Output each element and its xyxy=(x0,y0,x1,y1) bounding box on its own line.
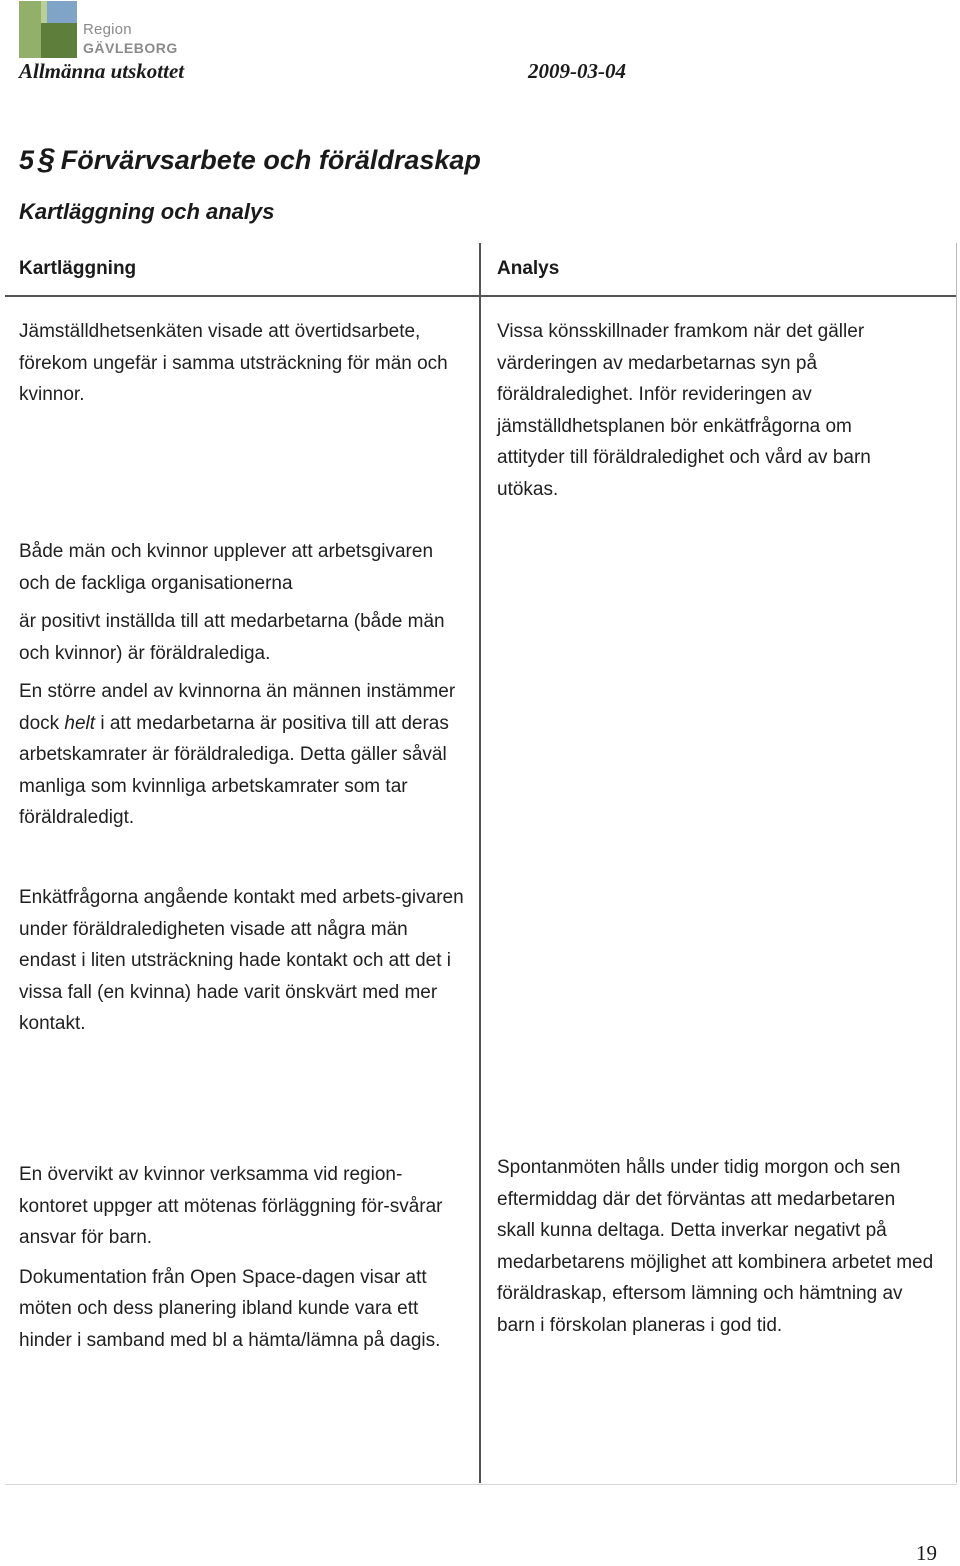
meeting-date: 2009-03-04 xyxy=(528,59,626,83)
region-logo-icon xyxy=(19,1,77,58)
table-bottom-edge xyxy=(5,1484,957,1485)
row4-analysis-text xyxy=(497,1152,937,1341)
row1-analysis-text xyxy=(497,316,917,505)
row4-analysis-paragraph: Spontanmöten hålls under tidig morgon och sen eftermiddag där det förväntas att medarbetaren skall kunna deltaga. Detta inverkar negativt på medarbetarens möjlighet att kombinera arbetet med föräldraskap, eftersom lämning och hämtning av barn i förskolan planeras i god tid. xyxy=(497,1157,934,1336)
row4-paragraph-b: Dokumentation från Open Space-dagen visar att möten och dess planering ibland kunde vara ett hinder i samband med bl a hämta/lämna på dagis. xyxy=(19,1266,441,1351)
committee-name: Allmänna utskottet xyxy=(19,59,185,83)
row2-paragraph-b: är positivt inställda till att medarbetarna (både män och kvinnor) är föräldralediga. xyxy=(19,611,445,664)
row1-mapping-paragraph: Jämställdhetsenkäten visade att övertidsarbete, förekom ungefär i samma utsträckning för män och kvinnor. xyxy=(19,321,448,405)
paragraph-symbol: § xyxy=(38,143,55,176)
logo-region-text: Region xyxy=(83,21,132,38)
column-heading-kartlaggning: Kartläggning xyxy=(19,258,137,279)
logo-county-text: GÄVLEBORG xyxy=(83,40,178,56)
row2-c-before: En större andel av kvinnorna än männen instämmer dock xyxy=(19,681,456,734)
row1-analysis-paragraph: Vissa könsskillnader framkom när det gäller värderingen av medarbetarnas syn på föräldraledighet. Inför revideringen av jämställdhetsplanen bör enkätfrågorna om attityder till föräldraledighet och vård av barn utökas. xyxy=(497,321,871,500)
section-title xyxy=(19,143,481,177)
region-gavleborg-logo xyxy=(19,1,179,59)
header-rule xyxy=(5,295,957,297)
section-subtitle: Kartläggning och analys xyxy=(19,199,275,224)
row3-paragraph: Enkätfrågorna angående kontakt med arbets-givaren under föräldraledigheten visade att några män endast i liten utsträckning hade kontakt och att det i vissa fall (en kvinna) hade varit önskvärt med mer kontakt. xyxy=(19,887,464,1034)
row2-paragraph-a: Både män och kvinnor upplever att arbetsgivaren och de fackliga organisationerna xyxy=(19,541,434,594)
row2-c-emphasis: helt xyxy=(64,712,96,734)
row2-c-after: i att medarbetarna är positiva till att deras arbetskamrater är föräldralediga. Detta gäller såväl manliga som kvinnliga arbetskamrater som tar föräldraledigt. xyxy=(19,712,449,828)
row2-mapping-text xyxy=(19,536,459,834)
section-title-text: Förvärvsarbete och föräldraskap xyxy=(60,145,481,175)
page-number: 19 xyxy=(916,1541,937,1565)
row1-mapping-text xyxy=(19,316,464,411)
row2-paragraph-c xyxy=(19,676,459,834)
row4-paragraph-a: En övervikt av kvinnor verksamma vid region-kontoret uppger att mötenas förläggning för-svårar ansvar för barn. xyxy=(19,1164,443,1248)
section-number: 5 xyxy=(19,145,35,175)
column-divider xyxy=(479,243,481,1483)
row3-mapping-text xyxy=(19,882,467,1040)
column-heading-analys: Analys xyxy=(497,258,560,279)
table-right-edge xyxy=(956,243,957,1483)
row4-mapping-text xyxy=(19,1159,461,1356)
